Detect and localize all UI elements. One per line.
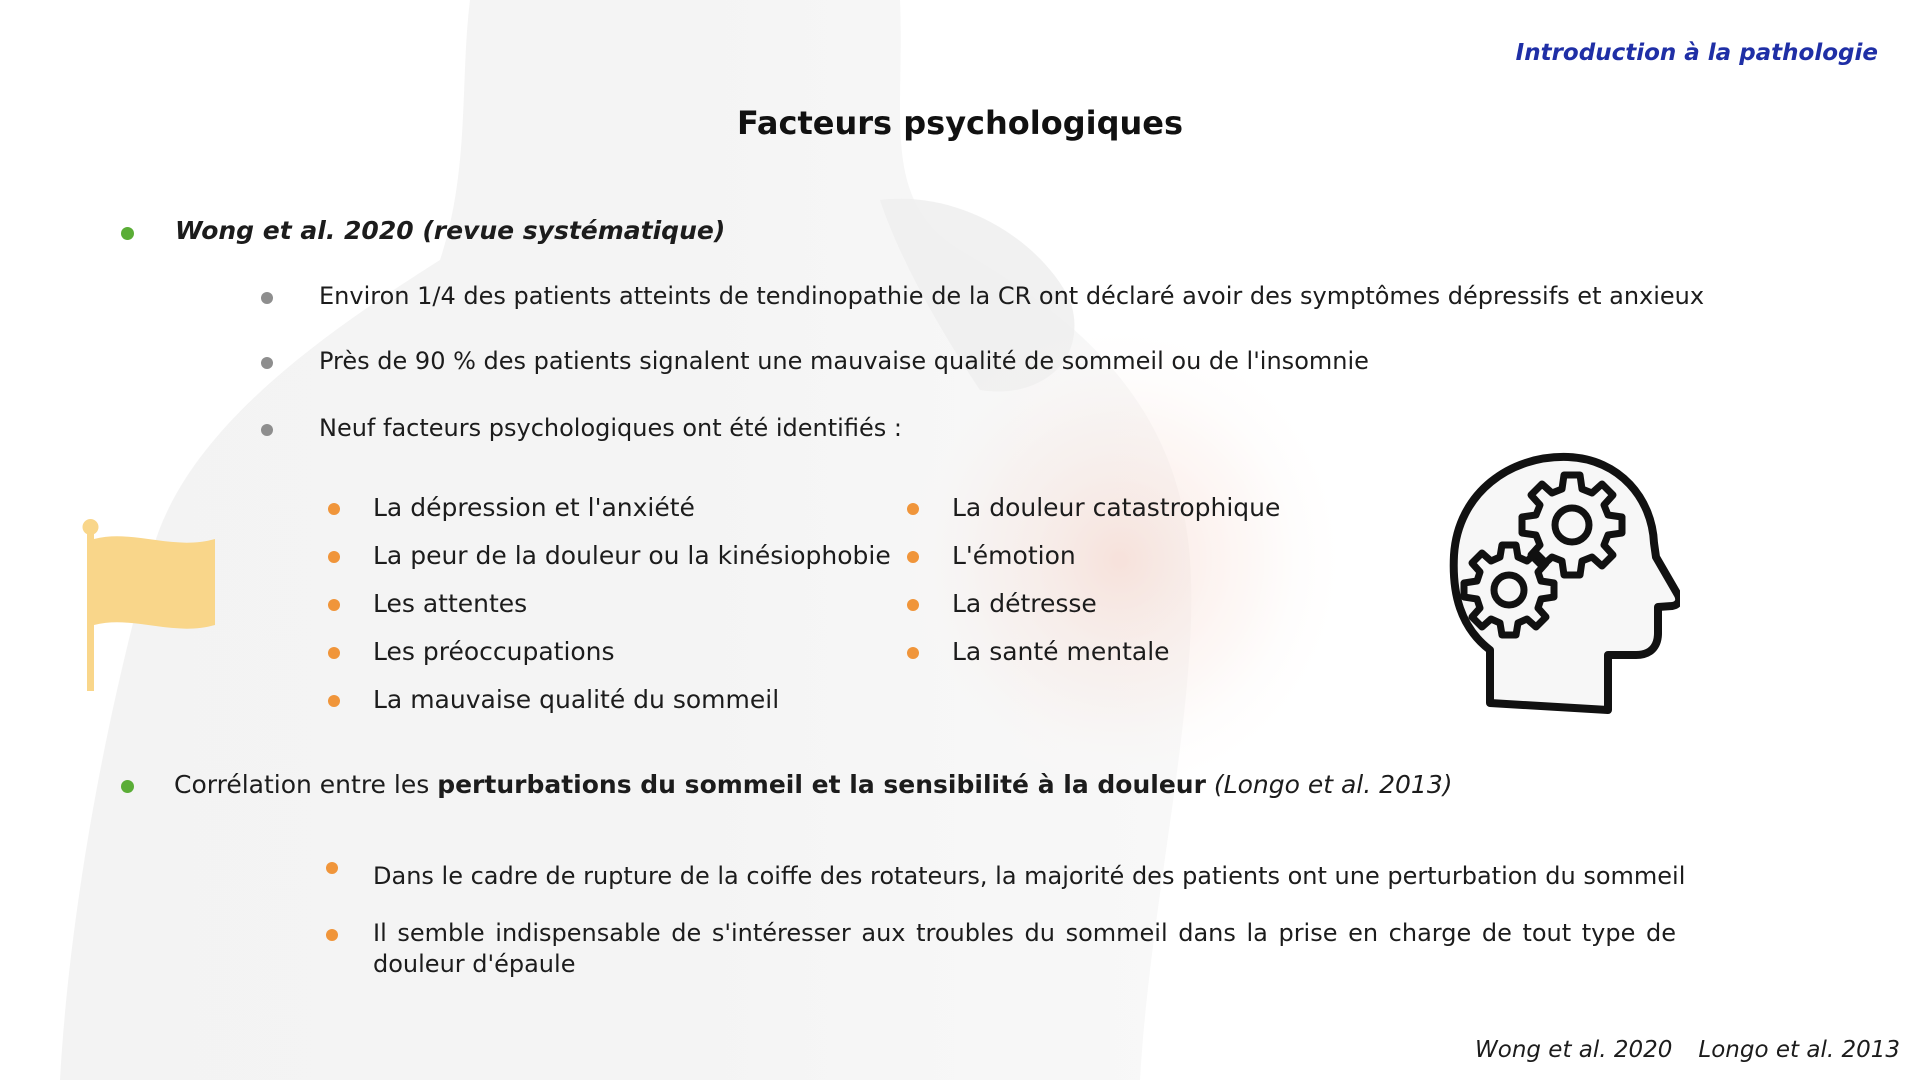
list-item: Il semble indispensable de s'intéresser aux troubles du sommeil dans la prise en charge de tout type de douleur d'épaule	[373, 919, 1676, 978]
factor-item: La douleur catastrophique	[952, 493, 1281, 522]
reference-item: Longo et al. 2013	[1698, 1037, 1900, 1063]
correlation-citation: (Longo et al. 2013)	[1205, 770, 1453, 799]
bullet-dot	[326, 862, 338, 874]
bullet-dot	[328, 503, 340, 515]
section-label: Introduction à la pathologie	[1515, 40, 1878, 66]
list-item: Environ 1/4 des patients atteints de tendinopathie de la CR ont déclaré avoir des symptômes dépressifs et anxieux	[319, 282, 1705, 310]
bullet-dot	[328, 647, 340, 659]
references	[1475, 1037, 1900, 1063]
list-item: Dans le cadre de rupture de la coiffe des rotateurs, la majorité des patients ont une perturbation du sommeil	[373, 862, 1686, 890]
bullet-dot	[261, 424, 273, 436]
bullet-dot	[121, 780, 134, 793]
factor-item: La santé mentale	[952, 637, 1170, 666]
bullet-dot	[907, 551, 919, 563]
bullet-dot	[907, 503, 919, 515]
wong-heading: Wong et al. 2020 (revue systématique)	[175, 216, 726, 245]
flag-icon	[78, 517, 228, 697]
correlation-lead: Corrélation entre les	[174, 770, 438, 799]
bullet-dot	[261, 292, 273, 304]
factor-item: La mauvaise qualité du sommeil	[373, 685, 780, 714]
factor-item: L'émotion	[952, 541, 1076, 570]
factor-item: Les attentes	[373, 589, 528, 618]
bullet-dot	[121, 227, 134, 240]
head-gears-icon	[1440, 445, 1680, 715]
factor-item: La dépression et l'anxiété	[373, 493, 695, 522]
bullet-dot	[328, 695, 340, 707]
bullet-dot	[328, 599, 340, 611]
factor-item: La détresse	[952, 589, 1097, 618]
list-item: Près de 90 % des patients signalent une mauvaise qualité de sommeil ou de l'insomnie	[319, 347, 1369, 375]
correlation-bold: perturbations du sommeil et la sensibilité à la douleur	[437, 770, 1206, 799]
bullet-dot	[907, 647, 919, 659]
factor-item: La peur de la douleur ou la kinésiophobie	[373, 541, 891, 570]
bullet-dot	[328, 551, 340, 563]
bullet-dot	[907, 599, 919, 611]
page-title: Facteurs psychologiques	[736, 104, 1184, 142]
bullet-dot	[326, 929, 338, 941]
bullet-dot	[261, 357, 273, 369]
factor-item: Les préoccupations	[373, 637, 615, 666]
reference-item: Wong et al. 2020	[1475, 1037, 1673, 1063]
list-item: Neuf facteurs psychologiques ont été identifiés :	[319, 414, 902, 442]
correlation-statement	[174, 770, 1452, 799]
